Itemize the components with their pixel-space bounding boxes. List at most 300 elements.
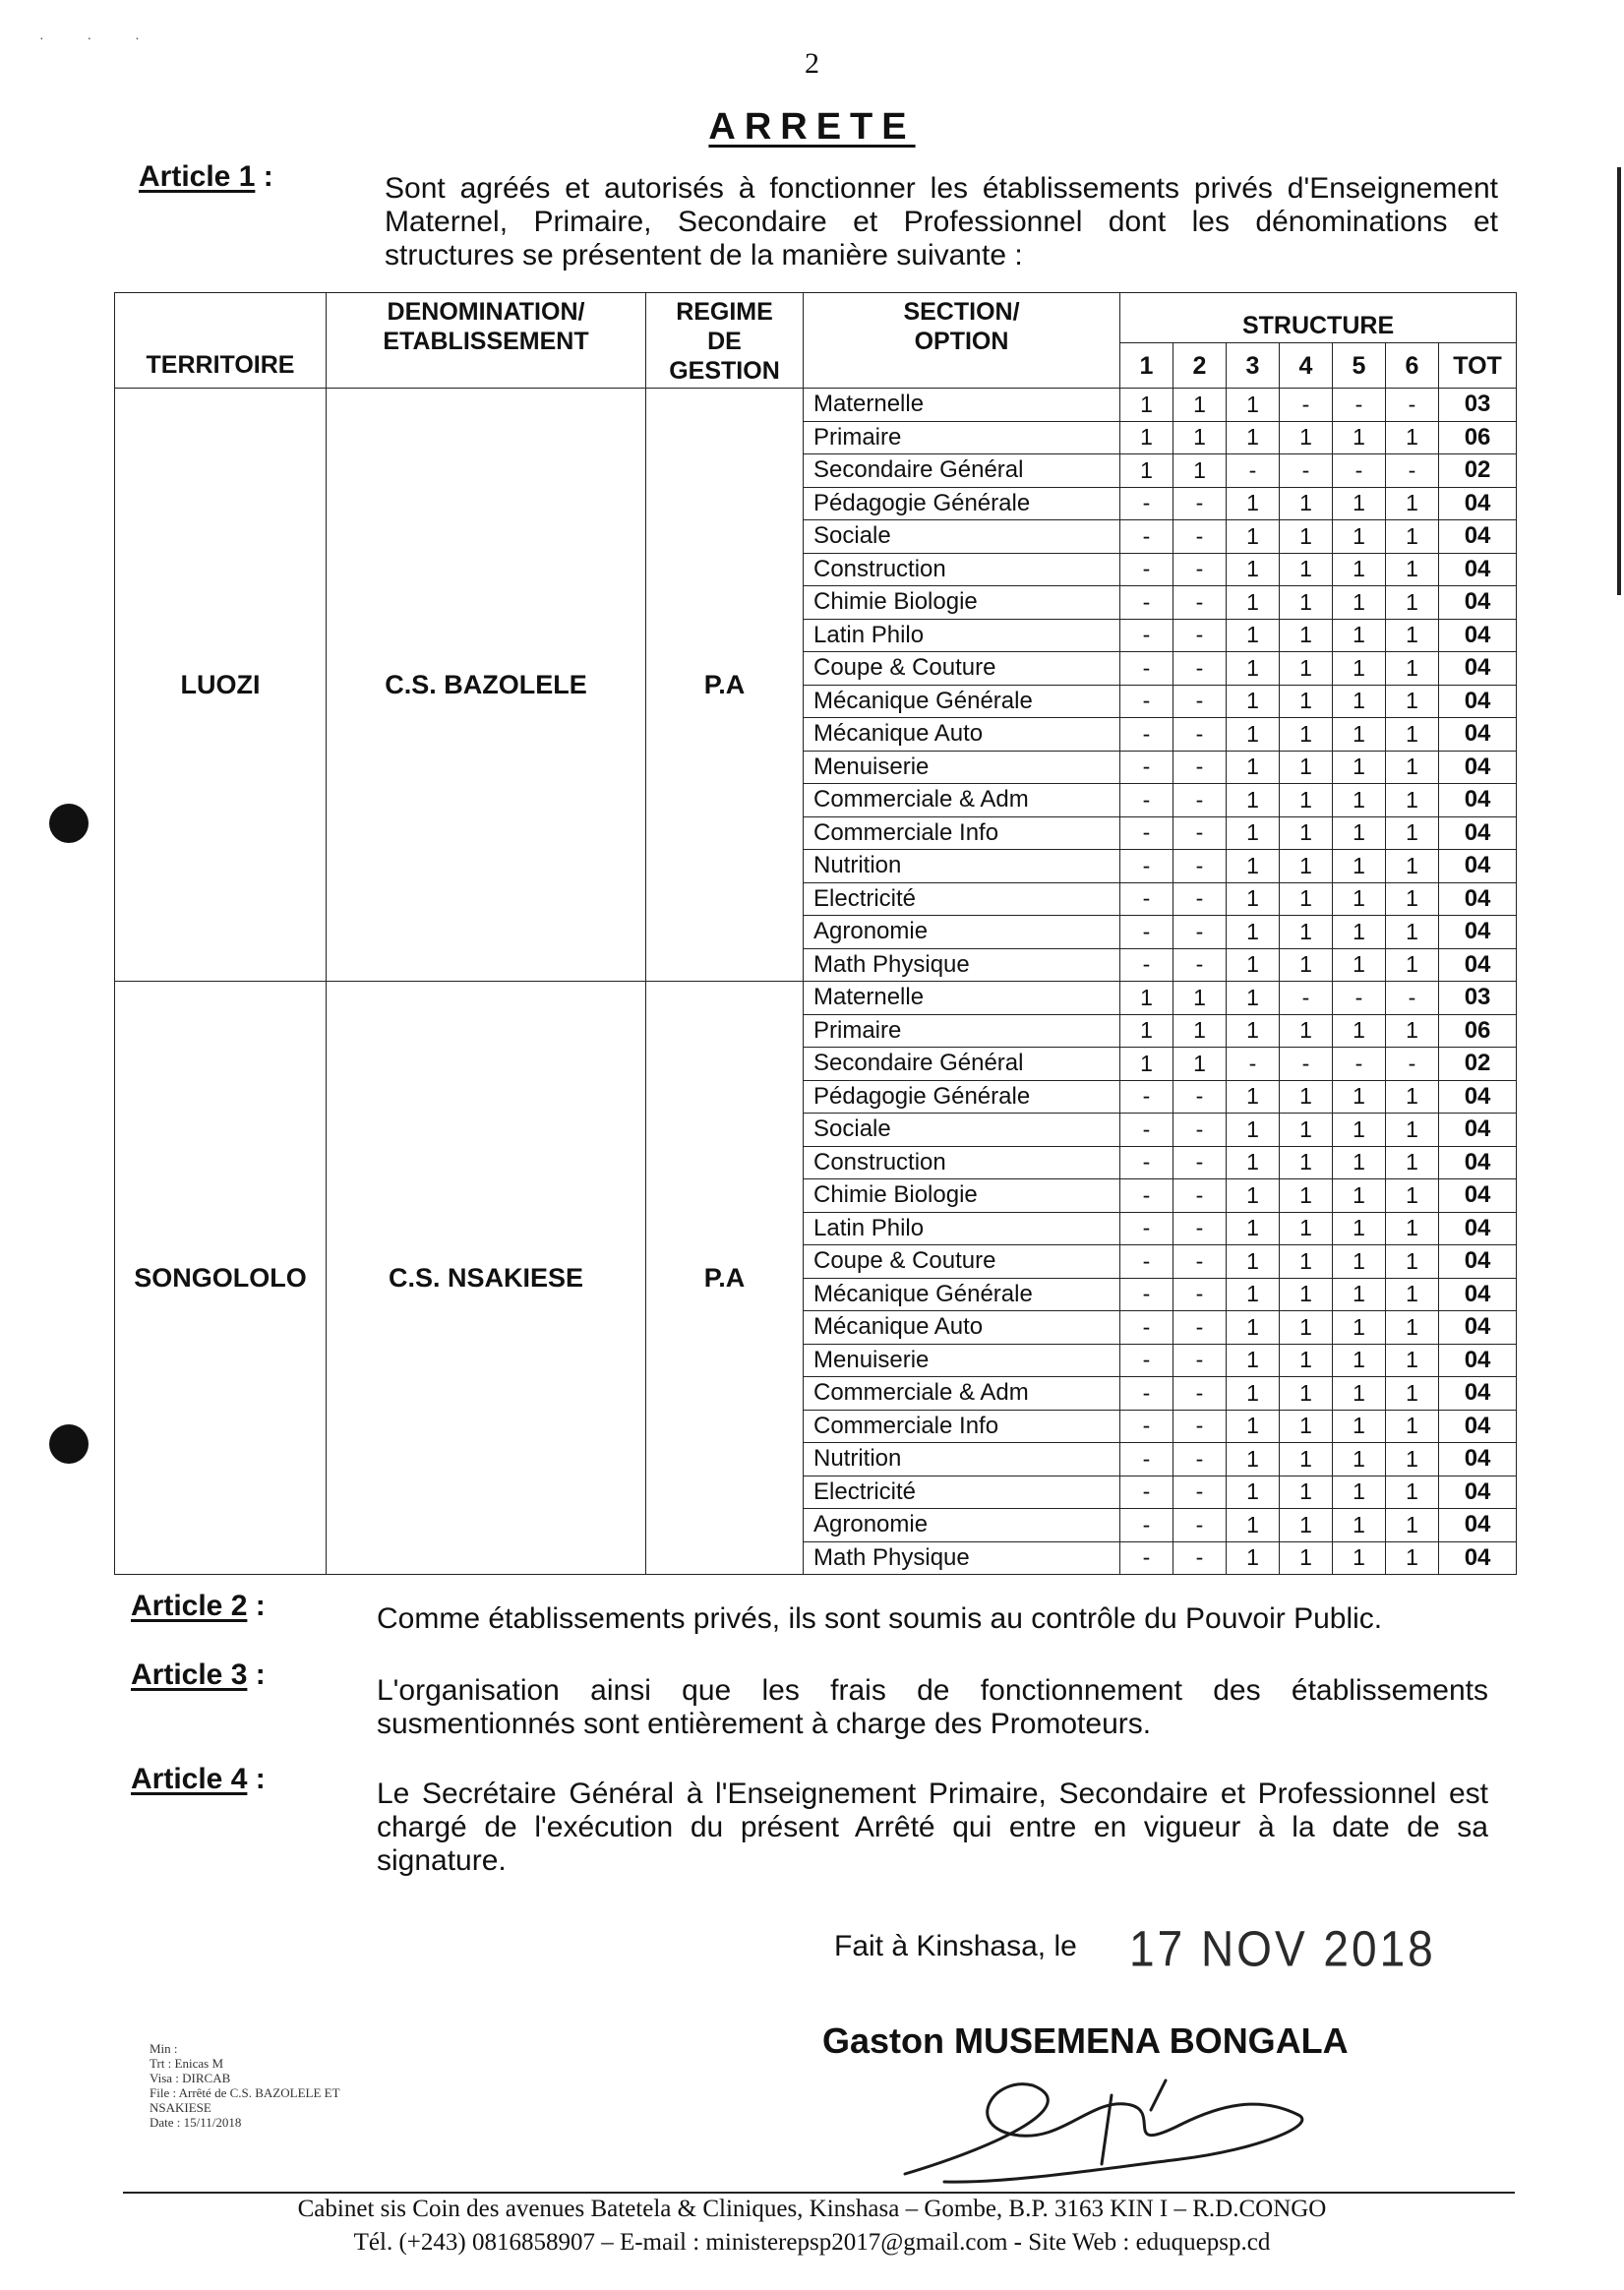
total-cell: 04	[1439, 652, 1517, 686]
structure-value-cell: 1	[1173, 421, 1227, 454]
structure-value-cell: -	[1173, 1114, 1227, 1147]
structure-value-cell: 1	[1280, 784, 1333, 817]
header-col-tot: TOT	[1439, 343, 1517, 389]
structure-value-cell: 1	[1386, 916, 1439, 949]
structure-value-cell: 1	[1120, 454, 1173, 488]
structure-value-cell: -	[1173, 718, 1227, 752]
structure-value-cell: -	[1173, 1311, 1227, 1345]
total-cell: 04	[1439, 948, 1517, 982]
structure-value-cell: -	[1120, 948, 1173, 982]
structure-value-cell: 1	[1120, 389, 1173, 422]
structure-value-cell: -	[1120, 520, 1173, 554]
article-3-label: Article 3 :	[131, 1658, 266, 1691]
structure-value-cell: -	[1120, 685, 1173, 718]
structure-value-cell: 1	[1386, 1114, 1439, 1147]
article-line: Le Secrétaire Général à l'Enseignement Primaire, Secondaire et Professionnel est	[377, 1778, 1488, 1810]
total-cell: 04	[1439, 1476, 1517, 1509]
structure-value-cell: 1	[1333, 1443, 1386, 1476]
structure-value-cell: -	[1173, 553, 1227, 586]
structure-value-cell: 1	[1280, 1344, 1333, 1377]
structure-value-cell: 1	[1120, 1048, 1173, 1081]
structure-value-cell: 1	[1280, 487, 1333, 520]
structure-value-cell: -	[1120, 1344, 1173, 1377]
option-cell: Commerciale Info	[804, 1410, 1120, 1443]
structure-value-cell: -	[1173, 784, 1227, 817]
total-cell: 02	[1439, 1048, 1517, 1081]
structure-value-cell: 1	[1173, 1048, 1227, 1081]
structure-value-cell: 1	[1333, 784, 1386, 817]
header-section: SECTION/ OPTION	[804, 293, 1120, 389]
structure-value-cell: 1	[1227, 685, 1280, 718]
structure-value-cell: -	[1120, 1476, 1173, 1509]
structure-value-cell: 1	[1280, 1509, 1333, 1542]
structure-value-cell: 1	[1386, 948, 1439, 982]
option-cell: Sociale	[804, 520, 1120, 554]
structure-value-cell: 1	[1333, 520, 1386, 554]
structure-value-cell: -	[1173, 1509, 1227, 1542]
total-cell: 04	[1439, 685, 1517, 718]
structure-value-cell: -	[1173, 850, 1227, 883]
ref-line: File : Arrêté de C.S. BAZOLELE ET	[150, 2085, 340, 2100]
structure-value-cell: 1	[1227, 1443, 1280, 1476]
structure-value-cell: -	[1173, 1278, 1227, 1311]
structure-value-cell: 1	[1333, 718, 1386, 752]
structure-value-cell: 1	[1333, 882, 1386, 916]
option-cell: Nutrition	[804, 850, 1120, 883]
article-line: susmentionnés sont entièrement à charge des Promoteurs.	[377, 1708, 1152, 1740]
structure-value-cell: -	[1120, 487, 1173, 520]
option-cell: Secondaire Général	[804, 454, 1120, 488]
total-cell: 06	[1439, 421, 1517, 454]
structure-value-cell: 1	[1227, 487, 1280, 520]
structure-value-cell: -	[1120, 784, 1173, 817]
structure-value-cell: -	[1173, 1410, 1227, 1443]
article-1-label: Article 1 :	[139, 160, 273, 193]
structure-value-cell: 1	[1386, 850, 1439, 883]
structure-table-body	[115, 389, 1517, 1575]
total-cell: 04	[1439, 751, 1517, 784]
option-cell: Math Physique	[804, 948, 1120, 982]
option-cell: Mécanique Générale	[804, 1278, 1120, 1311]
structure-value-cell: 1	[1173, 1014, 1227, 1048]
structure-value-cell: 1	[1280, 421, 1333, 454]
article-1-text	[385, 172, 1498, 272]
article-line: signature.	[377, 1844, 507, 1877]
article-label-text: Article 1	[139, 160, 256, 193]
structure-value-cell: 1	[1333, 1114, 1386, 1147]
structure-value-cell: 1	[1280, 1114, 1333, 1147]
option-cell: Chimie Biologie	[804, 1179, 1120, 1213]
option-cell: Nutrition	[804, 1443, 1120, 1476]
structure-value-cell: 1	[1333, 1179, 1386, 1213]
structure-value-cell: 1	[1333, 751, 1386, 784]
structure-value-cell: 1	[1386, 685, 1439, 718]
structure-value-cell: 1	[1227, 1245, 1280, 1279]
article-2-label: Article 2 :	[131, 1590, 266, 1622]
structure-value-cell: 1	[1386, 1146, 1439, 1179]
structure-value-cell: 1	[1333, 1541, 1386, 1575]
article-line: L'organisation ainsi que les frais de fonctionnement des établissements	[377, 1674, 1488, 1707]
structure-value-cell: 1	[1227, 389, 1280, 422]
structure-value-cell: 1	[1386, 586, 1439, 620]
structure-value-cell: 1	[1227, 1146, 1280, 1179]
structure-value-cell: -	[1120, 1114, 1173, 1147]
total-cell: 03	[1439, 982, 1517, 1015]
structure-value-cell: 1	[1386, 1410, 1439, 1443]
structure-value-cell: -	[1173, 1146, 1227, 1179]
structure-value-cell: 1	[1120, 982, 1173, 1015]
structure-value-cell: 1	[1280, 685, 1333, 718]
total-cell: 04	[1439, 1509, 1517, 1542]
structure-value-cell: 1	[1386, 751, 1439, 784]
structure-value-cell: -	[1120, 1212, 1173, 1245]
option-cell: Mécanique Générale	[804, 685, 1120, 718]
structure-value-cell: -	[1173, 1443, 1227, 1476]
structure-value-cell: -	[1173, 1344, 1227, 1377]
option-cell: Agronomie	[804, 916, 1120, 949]
structure-value-cell: 1	[1386, 1212, 1439, 1245]
total-cell: 04	[1439, 1278, 1517, 1311]
structure-value-cell: -	[1173, 1377, 1227, 1411]
structure-value-cell: 1	[1227, 1344, 1280, 1377]
structure-value-cell: 1	[1227, 1278, 1280, 1311]
structure-value-cell: -	[1386, 389, 1439, 422]
structure-value-cell: 1	[1280, 718, 1333, 752]
structure-value-cell: 1	[1227, 1212, 1280, 1245]
option-cell: Chimie Biologie	[804, 586, 1120, 620]
structure-value-cell: 1	[1386, 1377, 1439, 1411]
structure-value-cell: 1	[1333, 1509, 1386, 1542]
ref-line: Trt : Enicas M	[150, 2056, 223, 2071]
structure-value-cell: -	[1173, 916, 1227, 949]
header-col-4: 4	[1280, 343, 1333, 389]
structure-value-cell: -	[1120, 1509, 1173, 1542]
structure-value-cell: 1	[1280, 1410, 1333, 1443]
total-cell: 04	[1439, 1311, 1517, 1345]
structure-value-cell: 1	[1173, 454, 1227, 488]
structure-value-cell: 1	[1333, 850, 1386, 883]
structure-value-cell: 1	[1386, 520, 1439, 554]
structure-value-cell: -	[1173, 685, 1227, 718]
structure-value-cell: 1	[1227, 1410, 1280, 1443]
structure-value-cell: -	[1120, 1146, 1173, 1179]
option-cell: Agronomie	[804, 1509, 1120, 1542]
structure-value-cell: -	[1173, 948, 1227, 982]
structure-value-cell: 1	[1227, 553, 1280, 586]
total-cell: 04	[1439, 619, 1517, 652]
option-cell: Math Physique	[804, 1541, 1120, 1575]
structure-value-cell: 1	[1386, 1476, 1439, 1509]
total-cell: 04	[1439, 718, 1517, 752]
structure-value-cell: 1	[1227, 619, 1280, 652]
option-cell: Coupe & Couture	[804, 652, 1120, 686]
structure-value-cell: 1	[1333, 619, 1386, 652]
structure-value-cell: 1	[1386, 487, 1439, 520]
footer-rule	[123, 2192, 1515, 2194]
structure-value-cell: 1	[1280, 916, 1333, 949]
structure-value-cell: -	[1333, 389, 1386, 422]
structure-value-cell: 1	[1333, 1410, 1386, 1443]
structure-value-cell: -	[1120, 586, 1173, 620]
structure-value-cell: 1	[1280, 520, 1333, 554]
structure-value-cell: -	[1173, 751, 1227, 784]
option-cell: Coupe & Couture	[804, 1245, 1120, 1279]
structure-value-cell: -	[1386, 982, 1439, 1015]
option-cell: Commerciale & Adm	[804, 784, 1120, 817]
option-cell: Menuiserie	[804, 1344, 1120, 1377]
structure-value-cell: 1	[1120, 421, 1173, 454]
structure-value-cell: 1	[1333, 553, 1386, 586]
option-cell: Commerciale Info	[804, 816, 1120, 850]
date-stamp: 17 NOV 2018	[1129, 1920, 1436, 1977]
structure-value-cell: 1	[1333, 816, 1386, 850]
structure-value-cell: 1	[1227, 652, 1280, 686]
structure-value-cell: 1	[1333, 685, 1386, 718]
structure-value-cell: 1	[1386, 1541, 1439, 1575]
structure-value-cell: -	[1173, 520, 1227, 554]
article-label-text: Article 4	[131, 1763, 248, 1795]
structure-value-cell: 1	[1333, 916, 1386, 949]
structure-value-cell: 1	[1280, 1014, 1333, 1048]
header-col-6: 6	[1386, 343, 1439, 389]
article-line: Sont agréés et autorisés à fonctionner les établissements privés d'Enseignement	[385, 172, 1498, 205]
structure-value-cell: 1	[1173, 982, 1227, 1015]
structure-value-cell: 1	[1227, 1509, 1280, 1542]
total-cell: 04	[1439, 1212, 1517, 1245]
table-row	[115, 982, 1517, 1015]
structure-value-cell: 1	[1227, 1541, 1280, 1575]
structure-value-cell: 1	[1386, 1014, 1439, 1048]
etablissement-cell: C.S. BAZOLELE	[327, 389, 646, 982]
structure-value-cell: 1	[1333, 948, 1386, 982]
structure-value-cell: -	[1173, 487, 1227, 520]
structure-value-cell: 1	[1227, 784, 1280, 817]
option-cell: Primaire	[804, 421, 1120, 454]
structure-value-cell: 1	[1227, 816, 1280, 850]
structure-value-cell: -	[1120, 1410, 1173, 1443]
structure-value-cell: 1	[1280, 1146, 1333, 1179]
structure-value-cell: -	[1120, 751, 1173, 784]
option-cell: Secondaire Général	[804, 1048, 1120, 1081]
structure-value-cell: 1	[1227, 1311, 1280, 1345]
structure-table	[114, 292, 1517, 1575]
structure-value-cell: 1	[1280, 1278, 1333, 1311]
structure-value-cell: 1	[1386, 553, 1439, 586]
option-cell: Commerciale & Adm	[804, 1377, 1120, 1411]
option-cell: Construction	[804, 553, 1120, 586]
article-4-text	[377, 1778, 1488, 1878]
punch-hole	[49, 804, 89, 843]
total-cell: 04	[1439, 1410, 1517, 1443]
structure-value-cell: 1	[1333, 1377, 1386, 1411]
total-cell: 04	[1439, 784, 1517, 817]
total-cell: 04	[1439, 1179, 1517, 1213]
structure-value-cell: 1	[1386, 784, 1439, 817]
total-cell: 04	[1439, 850, 1517, 883]
reference-block	[150, 2041, 340, 2130]
structure-value-cell: -	[1120, 1377, 1173, 1411]
structure-value-cell: 1	[1120, 1014, 1173, 1048]
handwritten-signature	[885, 2066, 1328, 2194]
structure-value-cell: -	[1173, 1212, 1227, 1245]
total-cell: 04	[1439, 1344, 1517, 1377]
structure-value-cell: -	[1120, 1278, 1173, 1311]
total-cell: 06	[1439, 1014, 1517, 1048]
total-cell: 04	[1439, 882, 1517, 916]
structure-value-cell: 1	[1227, 1080, 1280, 1114]
header-territoire: TERRITOIRE	[115, 293, 327, 389]
structure-value-cell: -	[1120, 1311, 1173, 1345]
structure-value-cell: -	[1120, 718, 1173, 752]
structure-value-cell: 1	[1227, 586, 1280, 620]
structure-value-cell: 1	[1333, 1212, 1386, 1245]
ref-line: NSAKIESE	[150, 2100, 211, 2115]
structure-value-cell: -	[1280, 454, 1333, 488]
structure-value-cell: -	[1280, 389, 1333, 422]
footer-contact: Tél. (+243) 0816858907 – E-mail : ministerepsp2017@gmail.com - Site Web : eduquepsp.cd	[353, 2229, 1271, 2256]
header-denomination: DENOMINATION/ ETABLISSEMENT	[327, 293, 646, 389]
header-col-1: 1	[1120, 343, 1173, 389]
structure-value-cell: 1	[1280, 1080, 1333, 1114]
structure-value-cell: 1	[1280, 1311, 1333, 1345]
structure-value-cell: -	[1120, 619, 1173, 652]
structure-value-cell: -	[1120, 850, 1173, 883]
structure-value-cell: 1	[1386, 619, 1439, 652]
option-cell: Maternelle	[804, 389, 1120, 422]
structure-value-cell: 1	[1227, 520, 1280, 554]
structure-value-cell: -	[1120, 882, 1173, 916]
structure-value-cell: -	[1120, 1080, 1173, 1114]
structure-value-cell: -	[1120, 816, 1173, 850]
structure-value-cell: -	[1173, 1179, 1227, 1213]
structure-value-cell: -	[1120, 1541, 1173, 1575]
total-cell: 03	[1439, 389, 1517, 422]
structure-value-cell: 1	[1280, 1245, 1333, 1279]
structure-value-cell: -	[1280, 1048, 1333, 1081]
article-line: structures se présentent de la manière suivante :	[385, 239, 1023, 271]
option-cell: Primaire	[804, 1014, 1120, 1048]
structure-value-cell: 1	[1333, 1080, 1386, 1114]
total-cell: 04	[1439, 520, 1517, 554]
structure-value-cell: 1	[1386, 718, 1439, 752]
structure-value-cell: -	[1227, 454, 1280, 488]
header-regime: REGIME DE GESTION	[646, 293, 804, 389]
structure-value-cell: -	[1173, 1541, 1227, 1575]
structure-value-cell: 1	[1333, 421, 1386, 454]
total-cell: 04	[1439, 1114, 1517, 1147]
structure-value-cell: -	[1386, 454, 1439, 488]
structure-value-cell: -	[1173, 652, 1227, 686]
territoire-cell: SONGOLOLO	[115, 982, 327, 1575]
total-cell: 04	[1439, 1080, 1517, 1114]
footer-address: Cabinet sis Coin des avenues Batetela & Cliniques, Kinshasa – Gombe, B.P. 3163 KIN I – R.D.CONGO	[297, 2196, 1327, 2222]
margin-bar	[1617, 167, 1621, 595]
option-cell: Pédagogie Générale	[804, 487, 1120, 520]
structure-value-cell: -	[1120, 1245, 1173, 1279]
structure-value-cell: 1	[1227, 421, 1280, 454]
structure-value-cell: 1	[1280, 1476, 1333, 1509]
structure-value-cell: 1	[1173, 389, 1227, 422]
structure-value-cell: 1	[1280, 553, 1333, 586]
structure-value-cell: -	[1173, 882, 1227, 916]
ref-line: Date : 15/11/2018	[150, 2115, 242, 2130]
signatory-name: Gaston MUSEMENA BONGALA	[822, 2020, 1349, 2061]
option-cell: Maternelle	[804, 982, 1120, 1015]
total-cell: 04	[1439, 916, 1517, 949]
etablissement-cell: C.S. NSAKIESE	[327, 982, 646, 1575]
structure-value-cell: 1	[1386, 1509, 1439, 1542]
structure-value-cell: 1	[1227, 850, 1280, 883]
option-cell: Menuiserie	[804, 751, 1120, 784]
total-cell: 04	[1439, 1377, 1517, 1411]
structure-value-cell: -	[1227, 1048, 1280, 1081]
structure-value-cell: 1	[1227, 718, 1280, 752]
structure-value-cell: -	[1120, 1443, 1173, 1476]
structure-value-cell: 1	[1227, 1377, 1280, 1411]
structure-value-cell: 1	[1227, 1179, 1280, 1213]
structure-value-cell: 1	[1280, 586, 1333, 620]
structure-value-cell: 1	[1386, 1278, 1439, 1311]
structure-value-cell: 1	[1386, 816, 1439, 850]
total-cell: 02	[1439, 454, 1517, 488]
ref-line: Visa : DIRCAB	[150, 2071, 231, 2085]
article-4-label: Article 4 :	[131, 1763, 266, 1795]
structure-value-cell: -	[1173, 1245, 1227, 1279]
structure-value-cell: 1	[1227, 1014, 1280, 1048]
structure-value-cell: 1	[1227, 751, 1280, 784]
structure-value-cell: 1	[1280, 850, 1333, 883]
page-number: 2	[805, 47, 819, 80]
structure-value-cell: 1	[1333, 1014, 1386, 1048]
structure-value-cell: 1	[1280, 948, 1333, 982]
option-cell: Mécanique Auto	[804, 718, 1120, 752]
structure-value-cell: 1	[1386, 1311, 1439, 1345]
article-line: Comme établissements privés, ils sont soumis au contrôle du Pouvoir Public.	[377, 1602, 1383, 1635]
total-cell: 04	[1439, 1146, 1517, 1179]
structure-value-cell: 1	[1227, 916, 1280, 949]
structure-value-cell: -	[1333, 982, 1386, 1015]
structure-value-cell: 1	[1227, 1114, 1280, 1147]
article-label-text: Article 3	[131, 1658, 248, 1691]
article-3-text	[377, 1674, 1488, 1741]
header-col-5: 5	[1333, 343, 1386, 389]
punch-hole	[49, 1424, 89, 1464]
structure-value-cell: 1	[1333, 652, 1386, 686]
option-cell: Electricité	[804, 882, 1120, 916]
structure-value-cell: 1	[1386, 1080, 1439, 1114]
option-cell: Latin Philo	[804, 1212, 1120, 1245]
structure-value-cell: 1	[1333, 1476, 1386, 1509]
total-cell: 04	[1439, 816, 1517, 850]
structure-value-cell: 1	[1280, 882, 1333, 916]
header-col-2: 2	[1173, 343, 1227, 389]
structure-value-cell: 1	[1386, 421, 1439, 454]
structure-value-cell: -	[1173, 816, 1227, 850]
structure-value-cell: 1	[1227, 1476, 1280, 1509]
article-line: Maternel, Primaire, Secondaire et Professionnel dont les dénominations et	[385, 206, 1498, 238]
structure-value-cell: 1	[1386, 882, 1439, 916]
option-cell: Mécanique Auto	[804, 1311, 1120, 1345]
structure-value-cell: 1	[1227, 948, 1280, 982]
structure-value-cell: 1	[1333, 1245, 1386, 1279]
total-cell: 04	[1439, 586, 1517, 620]
structure-value-cell: -	[1173, 586, 1227, 620]
total-cell: 04	[1439, 487, 1517, 520]
article-2-text	[377, 1602, 1488, 1636]
structure-value-cell: 1	[1280, 751, 1333, 784]
structure-value-cell: 1	[1227, 882, 1280, 916]
structure-value-cell: -	[1386, 1048, 1439, 1081]
